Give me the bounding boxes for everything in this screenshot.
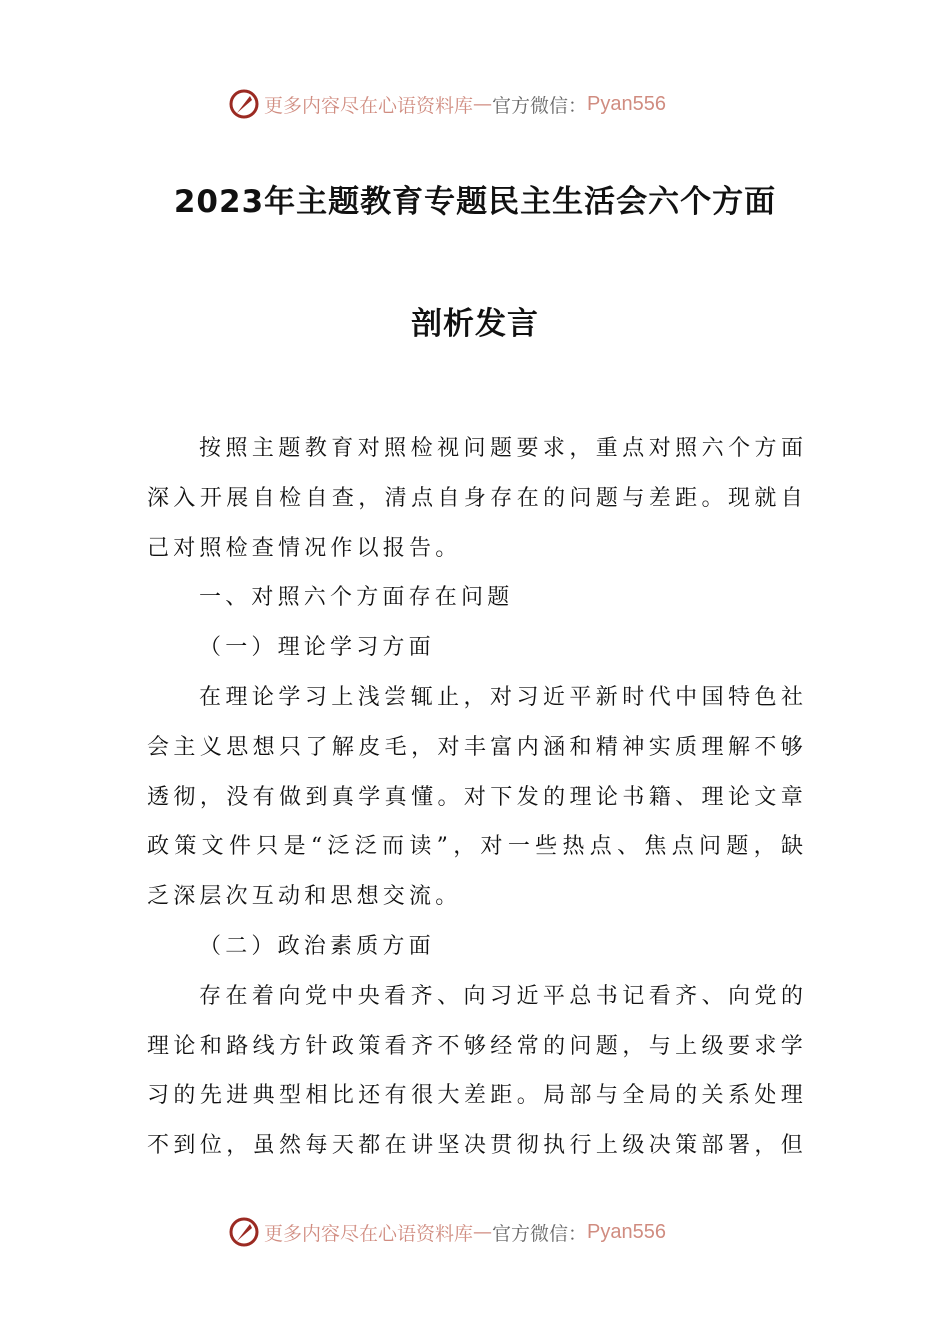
banner-site: 更多内容尽在心语资料库: [264, 1222, 474, 1245]
doc-title-line1: 2023年主题教育专题民主生活会六个方面: [173, 184, 777, 220]
body-line: 在 理 论 学 习 上 浅 尝 辄 止 ， 对 习 近 平 新 时 代 中 国 特 色 社: [199, 685, 803, 710]
banner-dash: —: [473, 1221, 493, 1243]
body-line: 理 论 和 路 线 方 针 政 策 看 齐 不 够 经 常 的 问 题 ， 与 上 级 要 求 学: [147, 1033, 803, 1059]
banner-wechat-label: 官方微信：: [492, 94, 588, 117]
body-line: 深 入 开 展 自 检 自 查 ， 清 点 自 身 存 在 的 问 题 与 差 距 。 现 就 自: [147, 485, 803, 511]
body-line: 习 的 先 进 典 型 相 比 还 有 很 大 差 距 。 局 部 与 全 局 的 关 系 处 理: [147, 1083, 803, 1109]
body-line: 会 主 义 思 想 只 了 解 皮 毛 ， 对 丰 富 内 涵 和 精 神 实 质 理 解 不 够: [147, 734, 803, 760]
banner-wechat-id: Pyan556: [587, 92, 666, 115]
body-line: （二）政治素质方面: [199, 934, 435, 959]
doc-title-line2: 剖析发言: [411, 306, 539, 342]
body-line: 按 照 主 题 教 育 对 照 检 视 问 题 要 求 ， 重 点 对 照 六 个 方 面: [199, 436, 803, 461]
watermark-banner-bottom: [228, 1214, 748, 1250]
body-line: （一）理论学习方面: [199, 635, 435, 661]
banner-wechat-id: Pyan556: [587, 1220, 666, 1243]
body-line: 政 策 文 件 只 是 “ 泛 泛 而 读 ” ， 对 一 些 热 点 、 焦 点 问 题 ， 缺: [147, 834, 803, 860]
quill-logo-icon: [228, 1216, 260, 1248]
body-line: 一、对照六个方面存在问题: [199, 585, 514, 611]
watermark-banner-top: [228, 86, 748, 122]
body-line: 透 彻 ， 没 有 做 到 真 学 真 懂 。 对 下 发 的 理 论 书 籍 、 理 论 文 章: [147, 784, 803, 810]
body-line: 存 在 着 向 党 中 央 看 齐 、 向 习 近 平 总 书 记 看 齐 、 向 党 的: [199, 983, 803, 1009]
banner-wechat-label: 官方微信：: [492, 1222, 588, 1245]
body-line: 己对照检查情况作以报告。: [147, 535, 462, 561]
body-line: 不 到 位 ， 虽 然 每 天 都 在 讲 坚 决 贯 彻 执 行 上 级 决 策 部 署 ， 但: [147, 1133, 803, 1159]
banner-dash: —: [473, 93, 493, 115]
body-line: 乏深层次互动和思想交流。: [147, 884, 462, 910]
quill-logo-icon: [228, 88, 260, 120]
banner-site: 更多内容尽在心语资料库: [264, 94, 474, 117]
